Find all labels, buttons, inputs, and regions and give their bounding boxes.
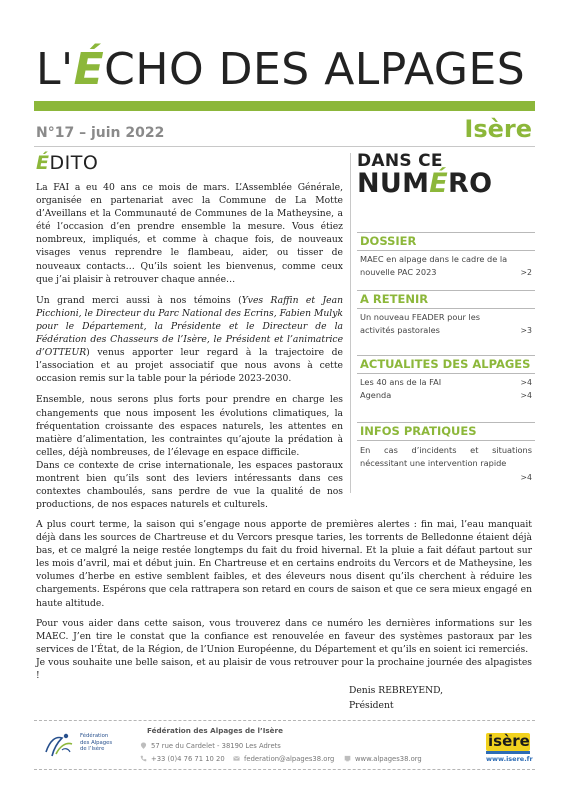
toc-item-feader[interactable] bbox=[360, 311, 532, 337]
edito-full-width bbox=[36, 518, 532, 682]
edito-p2-witnesses: Yves Raffin et Jean Picchioni, le Directeur du Parc National des Ecrins, Fabien Mulyk pour le Département, la Présidente et le Directeur de la Fédération des Chasseurs de l’Isère, le Président et l’animatrice d’OTTEUR bbox=[36, 294, 343, 359]
edito-p2-end: ) venus apporter leur regard à la trajectoire de l’association et au projet associatif que nous avons à cette occasion remis sur la table pour la période 2023-2030. bbox=[36, 347, 343, 385]
header-divider bbox=[34, 146, 535, 147]
mail-icon bbox=[233, 755, 240, 762]
location-pin-icon bbox=[140, 742, 147, 749]
signature-name: Denis REBREYEND, bbox=[349, 685, 444, 696]
edito-paragraph-1: La FAI a eu 40 ans ce mois de mars. L’Assemblée Générale, organisée en partenariat avec la Commune de La Motte d’Aveillans et la Communauté de Communes de la Matheysine, a été l’occasion d’en prendre ensemble la mesure. Vous étiez nombreux, impliqués, et comme à chaque fois, de nouveaux visages venus reprendre le flambeau, aider, ou tisser de nouveaux contacts… Qu’ils soient les bienvenus, comme ceux que j’ai plaisir à retrouver chaque année… bbox=[36, 182, 343, 285]
footer-phone[interactable] bbox=[140, 755, 225, 763]
edito-paragraph-2 bbox=[36, 294, 343, 386]
toc-item-maec[interactable] bbox=[360, 253, 532, 279]
globe-icon bbox=[344, 755, 351, 762]
toc-item-text: En cas d’incidents et situations nécessitant une intervention rapide bbox=[360, 445, 532, 468]
footer-address bbox=[140, 742, 281, 750]
phone-icon bbox=[140, 755, 147, 762]
edito-heading bbox=[36, 152, 98, 174]
footer-divider-bottom bbox=[34, 769, 535, 770]
toc-item-40-ans[interactable] bbox=[360, 376, 532, 389]
footer-phone-text: +33 (0)4 76 71 10 20 bbox=[151, 755, 225, 763]
footer-address-text: 57 rue du Cardelet - 38190 Les Adrets bbox=[151, 742, 281, 750]
toc-item-page: >4 bbox=[520, 391, 532, 400]
edito-paragraph-3: Ensemble, nous serons plus forts pour prendre en charge les changements que nous imposent les évolutions climatiques, la fréquentation croissante des espaces naturels, les attentes en matière d’alimentation, les contraintes qu’ajoute la prédation à celles, déjà nombreuses, de l’élevage en espace difficile. bbox=[36, 394, 343, 458]
fai-logo bbox=[42, 730, 132, 762]
toc-item-incidents[interactable] bbox=[360, 444, 532, 484]
edito-accent-letter: É bbox=[36, 152, 50, 174]
edito-heading-rest: DITO bbox=[49, 152, 99, 174]
signature bbox=[349, 683, 443, 713]
region-label: Isère bbox=[464, 115, 532, 143]
toc-item-page: >2 bbox=[520, 268, 532, 277]
edito-paragraph-5: A plus court terme, la saison qui s’engage nous apporte de premières alertes : fin mai, l’eau manquait déjà dans les sources de Chartreuse et du Vercors presque taries, les torrents de Belledonne étaient déjà bas, et ce malgré la neige restée longtemps du fait du froid hivernal. Et la pluie a fait défaut partout sur les mois d’avril, mai et début juin. En Chartreuse et en certains endroits du Vercors et de Matheysine, les volumes d’herbe en estive semblent faibles, et des éleveurs nous disent qu’ils cherchent à réduire les chargements. Espérons que cela rattrapera son retard en cours de saison et que ce sera mieux engagé en haute altitude. bbox=[36, 519, 532, 609]
footer-website[interactable] bbox=[344, 755, 422, 763]
fai-logo-text bbox=[80, 733, 112, 753]
toc-section-infos-pratiques[interactable]: INFOS PRATIQUES bbox=[357, 422, 535, 441]
column-separator bbox=[350, 153, 351, 493]
footer-org-name: Fédération des Alpages de l’Isère bbox=[147, 726, 283, 735]
footer-email-text: federation@alpages38.org bbox=[244, 755, 335, 763]
footer-email[interactable] bbox=[233, 755, 334, 763]
toc-item-agenda[interactable] bbox=[360, 389, 532, 402]
isere-logo-word: isère bbox=[488, 732, 530, 750]
toc-heading-line2 bbox=[357, 170, 535, 198]
issue-number: N°17 – juin 2022 bbox=[36, 125, 165, 141]
footer-divider-top bbox=[34, 720, 535, 721]
fai-logo-line1: Fédération bbox=[80, 733, 109, 739]
toc-item-text: Les 40 ans de la FAI bbox=[360, 377, 442, 387]
toc-item-page: >3 bbox=[520, 326, 532, 335]
title-prefix: L' bbox=[36, 44, 74, 95]
toc-item-text: Un nouveau FEADER pour les activités pastorales bbox=[360, 312, 481, 335]
isere-logo[interactable] bbox=[484, 730, 534, 764]
isere-logo-website: www.isere.fr bbox=[486, 755, 533, 763]
newsletter-title bbox=[36, 44, 536, 96]
toc-heading bbox=[357, 152, 535, 198]
toc-accent-letter: É bbox=[429, 168, 449, 199]
edito-paragraph-6: Pour vous aider dans cette saison, vous trouverez dans ce numéro les dernières informations sur les MAEC. J’en tire le constat que la confiance est renouvelée en faveur des systèmes pastoraux par les services de l’État, de la Région, de l’Union Européenne, du Département et qu’ils en soient ici remerciés. bbox=[36, 617, 532, 655]
fai-logo-mark-icon bbox=[42, 730, 78, 760]
toc-ro: RO bbox=[448, 168, 493, 199]
toc-num: NUM bbox=[357, 168, 430, 199]
edito-p2-start: Un grand merci aussi à nos témoins ( bbox=[36, 294, 242, 306]
toc-section-actualites[interactable]: ACTUALITES DES ALPAGES bbox=[357, 355, 535, 374]
edito-paragraph-7: Je vous souhaite une belle saison, et au plaisir de vous retrouver pour la prochaine journée des alpagistes ! bbox=[36, 656, 532, 682]
signature-role: Président bbox=[349, 700, 394, 711]
fai-logo-line3: de l’Isère bbox=[80, 746, 105, 752]
toc-section-a-retenir[interactable]: A RETENIR bbox=[357, 290, 535, 309]
toc-heading-line1: DANS CE bbox=[357, 151, 443, 171]
toc-item-text: MAEC en alpage dans le cadre de la nouvelle PAC 2023 bbox=[360, 254, 508, 277]
toc-item-text: Agenda bbox=[360, 390, 392, 400]
isere-logo-strip bbox=[486, 751, 530, 754]
toc-item-page: >4 bbox=[520, 378, 532, 387]
toc-item-page: >4 bbox=[520, 473, 532, 482]
toc-section-dossier[interactable]: DOSSIER bbox=[357, 232, 535, 251]
title-accent-letter: É bbox=[73, 44, 105, 95]
title-rest: CHO DES ALPAGES bbox=[104, 44, 526, 95]
edito-column bbox=[36, 181, 343, 511]
fai-logo-line2: des Alpages bbox=[80, 739, 113, 746]
edito-paragraph-4: Dans ce contexte de crise internationale, les espaces pastoraux montrent bien qu’ils sont des leviers intéressants dans ces contextes chamboulés, sans perdre de vue la qualité de nos productions, de nos espaces naturels et culturels. bbox=[36, 459, 343, 511]
footer-website-text: www.alpages38.org bbox=[355, 755, 422, 763]
title-underline-bar bbox=[34, 101, 535, 111]
